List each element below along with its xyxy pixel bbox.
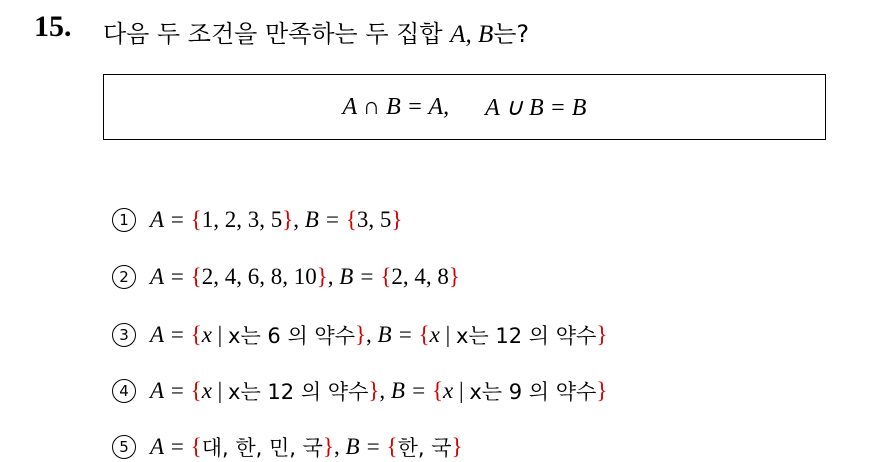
choice-2-b-label: B = [339,264,375,289]
choice-1-b-label: B = [304,207,341,232]
choice-3-a-var: x [201,322,212,347]
choice-3-a-desc: x는 6 의 약수 [228,324,355,348]
choice-3-a-label: A = [150,322,185,347]
choice-2-a-label: A = [150,264,185,289]
choice-4-a-desc: x는 12 의 약수 [228,380,369,404]
choice-4-a-var: x [201,378,212,403]
question-text [103,14,529,49]
choice-1-a-set: 1, 2, 3, 5 [201,207,283,232]
choice-4[interactable]: 4 A = { x | x는 12 의 약수 } , B = { x | x는 9 의 약수 } [112,376,607,406]
question-prompt: 다음 두 조건을 만족하는 두 집합 [103,20,443,48]
question-suffix: 는? [493,20,530,48]
choice-5-a-label: A = [150,434,185,459]
choice-5-a-set: 대, 한, 민, 국 [201,436,323,460]
question-number: 15. [34,10,72,43]
choice-5-b-set: 한, 국 [397,436,452,460]
choice-marker-4: 4 [112,379,136,403]
choice-3-b-label: B = [377,322,413,347]
choice-5[interactable]: 5 A = { 대, 한, 민, 국 } , B = { 한, 국 } [112,432,463,462]
choice-3-b-var: x [429,322,440,347]
choice-4-b-var: x [443,378,454,403]
choice-2[interactable]: 2 A = { 2, 4, 6, 8, 10 } , B = { 2, 4, 8 } [112,264,460,290]
choice-marker-2: 2 [112,265,136,289]
choice-4-b-desc: x는 9 의 약수 [469,380,597,404]
choice-4-a-label: A = [150,378,185,403]
choice-3-b-desc: x는 12 의 약수 [456,324,597,348]
choice-1[interactable]: 1 A = { 1, 2, 3, 5 } , B = { 3, 5 } [112,207,402,233]
choice-marker-3: 3 [112,323,136,347]
choice-3[interactable]: 3 A = { x | x는 6 의 약수 } , B = { x | x는 12 의 약수 } [112,320,607,350]
condition-left: A ∩ B = A, [342,93,450,120]
choice-2-b-set: 2, 4, 8 [391,264,449,289]
choice-marker-1: 1 [112,208,136,232]
choice-1-b-set: 3, 5 [356,207,392,232]
choice-2-a-set: 2, 4, 6, 8, 10 [201,264,317,289]
question-variables: A, B [450,21,494,48]
choice-marker-5: 5 [112,435,136,459]
condition-box [103,74,826,140]
choice-1-a-label: A = [150,207,185,232]
choice-4-b-label: B = [390,378,427,403]
choice-5-b-label: B = [345,434,381,459]
condition-right: A ∪ B = B [485,94,587,121]
